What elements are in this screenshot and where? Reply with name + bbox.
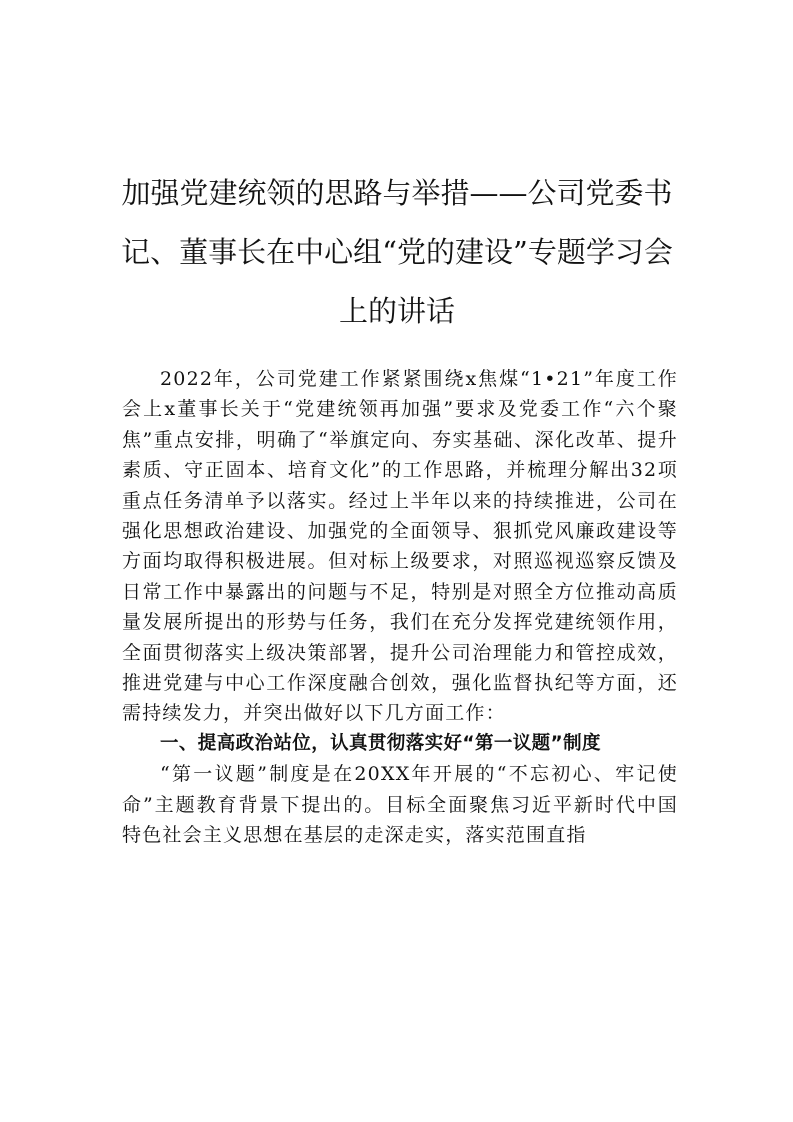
document-body xyxy=(122,364,678,851)
intro-paragraph: 2022年，公司党建工作紧紧围绕x焦煤“1•21”年度工作会上x董事长关于“党建统领再加强”要求及党委工作“六个聚焦”重点安排，明确了“举旗定向、夯实基础、深化改革、提升素质、守正固本、培育文化”的工作思路，并梳理分解出32项重点任务清单予以落实。经过上半年以来的持续推进，公司在强化思想政治建设、加强党的全面领导、狠抓党风廉政建设等方面均取得积极进展。但对标上级要求，对照巡视巡察反馈及日常工作中暴露出的问题与不足，特别是对照全方位推动高质量发展所提出的形势与任务，我们在充分发挥党建统领作用，全面贯彻落实上级决策部署，提升公司治理能力和管控成效，推进党建与中心工作深度融合创效，强化监督执纪等方面，还需持续发力，并突出做好以下几方面工作： xyxy=(122,368,678,725)
section-1-paragraph: “第一议题”制度是在20XX年开展的“不忘初心、牢记使命”主题教育背景下提出的。目标全面聚焦习近平新时代中国特色社会主义思想在基层的走深走实，落实范围直指 xyxy=(122,763,678,847)
section-heading-1: 一、提高政治站位，认真贯彻落实好“第一议题”制度 xyxy=(160,732,601,754)
document-title: 加强党建统领的思路与举措——公司党委书记、董事长在中心组“党的建设”专题学习会上的讲话 xyxy=(121,176,673,328)
